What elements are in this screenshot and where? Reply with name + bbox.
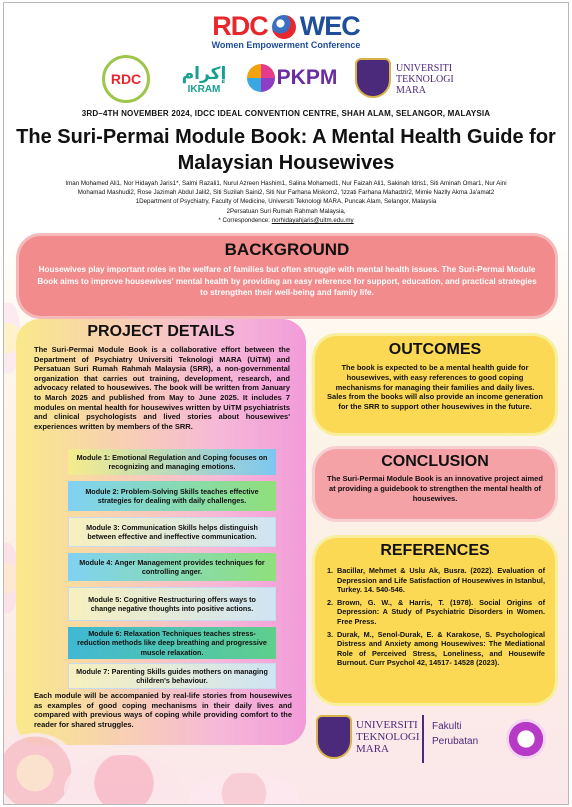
module-box-6: Module 6: Relaxation Techniques teaches stress-reduction methods like deep breathing and progressive muscle relaxation.	[68, 627, 276, 659]
pkpm-logo	[242, 59, 342, 97]
authors-line: Iman Mohamed Ali1, Nor Hidayah Jaris1*, Salmi Razali1, Nurul Azreen Hashim1, Salina Mohamed1, Nur Faizah Ali1, Sakinah Idris1, Siti Aminah Omar1, Nur Aini	[65, 180, 507, 187]
module-box-2: Module 2: Problem-Solving Skills teaches effective strategies for dealing with daily challenges.	[68, 481, 276, 511]
module-box-1: Module 1: Emotional Regulation and Coping focuses on recognizing and managing emotions.	[68, 449, 276, 475]
outcomes-panel	[315, 336, 555, 433]
background-heading: BACKGROUND	[224, 240, 350, 259]
outcomes-body	[315, 359, 555, 412]
partner-logos	[4, 55, 568, 103]
faculty-line1: Fakulti	[432, 721, 462, 732]
reference-number: 1.	[327, 566, 334, 575]
uitm-line1: UNIVERSITI	[396, 62, 453, 74]
flower-decoration	[64, 755, 184, 805]
reference-number: 3.	[327, 629, 334, 639]
outcomes-heading: OUTCOMES	[388, 341, 482, 358]
uitm-logo-text	[396, 61, 476, 97]
rdc-logo-text: RDC	[110, 71, 142, 87]
authors-block	[24, 179, 548, 225]
event-details: 3RD–4TH NOVEMBER 2024, IDCC IDEAL CONVENTION CENTRE, SHAH ALAM, SELANGOR, MALAYSIA	[81, 109, 491, 118]
conference-brand	[4, 11, 568, 50]
footer-uitm-line1: UNIVERSITI	[356, 719, 418, 731]
hands-icon	[247, 64, 275, 92]
srr-logo-icon	[506, 719, 546, 759]
reference-text: Durak, M., Senol-Durak, E. & Karakose, S. Psychological Distress and Anxiety among Housewives: The Mediational Role of Perceived Stress, Loneliness, and Housewife Burnout. Curr Psychol 42, 14517- 14528 (2023).	[337, 629, 545, 668]
ikram-arabic-text: إكرام	[181, 63, 227, 84]
brand-rdc-text: RDC	[212, 11, 268, 41]
references-panel	[315, 538, 555, 703]
correspondence-email[interactable]: norhidayahjaris@uitm.edu.my	[271, 216, 354, 224]
uitm-line3: MARA	[396, 84, 427, 96]
brand-wec-text: WEC	[299, 11, 360, 41]
module-box-4: Module 4: Anger Management provides techniques for controlling anger.	[68, 553, 276, 581]
project-details-heading: PROJECT DETAILS	[87, 323, 235, 340]
module-box-3: Module 3: Communication Skills helps distinguish between effective and ineffective communication.	[68, 517, 276, 547]
poster-title: The Suri-Permai Module Book: A Mental Health Guide for Malaysian Housewives	[16, 126, 556, 174]
uitm-line2: TEKNOLOGI	[396, 73, 454, 85]
reference-item	[327, 630, 545, 668]
reference-item	[327, 566, 545, 595]
conclusion-body: The Suri-Permai Module Book is an innovative project aimed at providing a guidebook to strengthen the mental health of housewives.	[327, 474, 543, 503]
project-details-panel	[16, 319, 306, 745]
affiliation: 1Department of Psychiatry, Faculty of Medicine, Universiti Teknologi MARA, Puncak Alam, Selangor, Malaysia	[135, 198, 437, 206]
module-box-7: Module 7: Parenting Skills guides mothers on managing children's behaviour.	[68, 663, 276, 689]
faculty-logo	[422, 715, 484, 763]
reference-item	[327, 598, 545, 627]
references-heading: REFERENCES	[380, 542, 490, 559]
reference-text: Brown, G. W., & Harris, T. (1978). Social Origins of Depression: A Study of Psychiatric Disorders in Women. Free Press.	[337, 597, 545, 626]
background-body: Housewives play important roles in the welfare of families but often struggle with mental health issues. The Suri-Permai Module Book aims to improve housewives' mental health by providing an easy reference for support, education, and practical strategies to strengthen their well-being and family life.	[37, 265, 537, 297]
authors-line: Mohamad Mashudi2, Rose Jazimah Abdul Jalil2, Siti Suzilah Saini2, Siti Nur Farhana Miskom2, 'Izzati Farhana Mahadzir2, Mimie Nazlly Akma Ja'amat2	[77, 189, 495, 197]
conclusion-panel	[315, 449, 555, 519]
uitm-crest-icon	[316, 715, 352, 759]
ikram-logo	[169, 57, 239, 101]
pkpm-text: PKPM	[276, 66, 338, 89]
module-box-5: Module 5: Cognitive Restructuring offers ways to change negative thoughts into positive actions.	[68, 587, 276, 621]
reference-text: Bacillar, Mehmet & Uslu Ak, Busra. (2022). Evaluation of Depression and Life Satisfaction of Housewives in Istanbul, Turkey. 14. 540-546.	[337, 566, 545, 595]
rdc-logo	[102, 55, 150, 103]
flower-decoration	[189, 773, 299, 805]
references-list	[315, 560, 555, 668]
background-panel	[19, 236, 555, 316]
conclusion-heading: CONCLUSION	[381, 453, 489, 470]
affiliation: 2Persatuan Suri Rumah Rahmah Malaysia,	[226, 207, 346, 215]
outcomes-paragraph: Sales from the books will also provide an income generation for the SRR to support other housewives in the future.	[327, 392, 543, 412]
uitm-crest-icon	[355, 58, 391, 98]
globe-icon	[272, 15, 296, 39]
brand-subtitle: Women Empowerment Conference	[211, 40, 361, 50]
faculty-line2: Perubatan	[432, 736, 479, 747]
reference-number: 2.	[327, 597, 334, 607]
outcomes-paragraph: The book is expected to be a mental health guide for housewives, with easy references to good coping mechanisms for managing their families and daily lives.	[335, 363, 535, 392]
correspondence-label: * Correspondence:	[218, 216, 272, 224]
poster	[3, 2, 569, 805]
correspondence	[24, 216, 548, 225]
footer-uitm-line2: TEKNOLOGI	[356, 731, 420, 743]
footer-uitm-text	[356, 719, 420, 755]
project-details-footer: Each module will be accompanied by real-life stories from housewives as examples of good coping mechanisms in their daily lives and compared with previous ways of coping while providing comfort to the reader for shared struggles.	[34, 691, 292, 729]
project-details-body: The Suri-Permai Module Book is a collaborative effort between the Department of Psychiatry Universiti Teknologi MARA (UiTM) and Persatuan Suri Rumah Rahmah Malaysia (SRR), a non-governmental organization that carries out training, development, research, and advocacy related to housewives. The book will be written from January to March 2025 and published from May to June 2025. It includes 7 modules on mental health for housewives written by UiTM psychiatrists and clinical psychologists and lived stories about housewives' experiences written by members of the SRR.	[34, 345, 290, 431]
footer-uitm-line3: MARA	[356, 743, 390, 755]
ikram-text: IKRAM	[187, 83, 221, 95]
